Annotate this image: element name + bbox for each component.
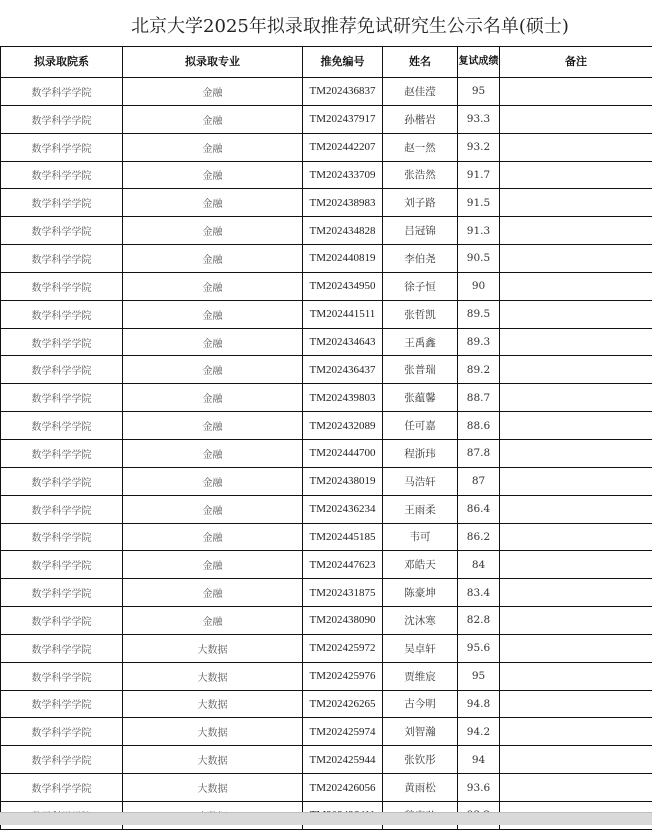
- cell-name: 陈豪坤: [383, 579, 458, 607]
- cell-note: [500, 439, 652, 467]
- cell-dept: 数学科学学院: [1, 105, 123, 133]
- cell-major: 大数据: [123, 662, 303, 690]
- cell-major: 金融: [123, 133, 303, 161]
- cell-id: TM202439803: [303, 384, 383, 412]
- cell-dept: 数学科学学院: [1, 439, 123, 467]
- cell-dept: 数学科学学院: [1, 189, 123, 217]
- cell-id: TM202425976: [303, 662, 383, 690]
- table-row: [1, 774, 652, 802]
- cell-dept: 数学科学学院: [1, 662, 123, 690]
- table-row: [1, 718, 652, 746]
- table-row: [1, 272, 652, 300]
- cell-major: 金融: [123, 272, 303, 300]
- cell-major: 金融: [123, 217, 303, 245]
- cell-score: 91.7: [458, 161, 500, 189]
- cell-name: 古今明: [383, 690, 458, 718]
- cell-score: 87.8: [458, 439, 500, 467]
- cell-name: 黄雨松: [383, 774, 458, 802]
- cell-id: TM202438983: [303, 189, 383, 217]
- cell-score: 93.2: [458, 133, 500, 161]
- cell-dept: 数学科学学院: [1, 607, 123, 635]
- cell-score: 95: [458, 662, 500, 690]
- cell-score: 91.3: [458, 217, 500, 245]
- cell-note: [500, 245, 652, 273]
- cell-score: 86.4: [458, 495, 500, 523]
- table-body: [1, 78, 652, 830]
- window-bottom-edge: [0, 812, 652, 825]
- cell-name: 刘子路: [383, 189, 458, 217]
- cell-name: 沈沐寒: [383, 607, 458, 635]
- cell-dept: 数学科学学院: [1, 467, 123, 495]
- cell-score: 90.5: [458, 245, 500, 273]
- cell-name: 贾维宸: [383, 662, 458, 690]
- cell-score: 94.2: [458, 718, 500, 746]
- cell-note: [500, 328, 652, 356]
- cell-score: 93.3: [458, 105, 500, 133]
- table-row: [1, 105, 652, 133]
- cell-note: [500, 718, 652, 746]
- table-row: [1, 161, 652, 189]
- cell-score: 91.5: [458, 189, 500, 217]
- cell-name: 张哲凯: [383, 300, 458, 328]
- table-row: [1, 746, 652, 774]
- cell-name: 马浩轩: [383, 467, 458, 495]
- cell-dept: 数学科学学院: [1, 328, 123, 356]
- cell-dept: 数学科学学院: [1, 356, 123, 384]
- cell-note: [500, 607, 652, 635]
- cell-id: TM202431875: [303, 579, 383, 607]
- header-note: 备注: [500, 47, 652, 78]
- cell-name: 王禹鑫: [383, 328, 458, 356]
- cell-score: 83.4: [458, 579, 500, 607]
- cell-dept: 数学科学学院: [1, 272, 123, 300]
- cell-dept: 数学科学学院: [1, 78, 123, 106]
- cell-note: [500, 495, 652, 523]
- table-row: [1, 579, 652, 607]
- cell-major: 大数据: [123, 634, 303, 662]
- cell-note: [500, 774, 652, 802]
- cell-id: TM202440819: [303, 245, 383, 273]
- cell-score: 93.6: [458, 774, 500, 802]
- header-major: 拟录取专业: [123, 47, 303, 78]
- cell-major: 金融: [123, 189, 303, 217]
- cell-dept: 数学科学学院: [1, 746, 123, 774]
- cell-name: 张普瑞: [383, 356, 458, 384]
- cell-score: 95.6: [458, 634, 500, 662]
- cell-major: 金融: [123, 328, 303, 356]
- cell-score: 94: [458, 746, 500, 774]
- table-row: [1, 300, 652, 328]
- cell-note: [500, 579, 652, 607]
- table-row: [1, 245, 652, 273]
- cell-major: 金融: [123, 607, 303, 635]
- cell-dept: 数学科学学院: [1, 161, 123, 189]
- cell-major: 金融: [123, 495, 303, 523]
- cell-id: TM202434828: [303, 217, 383, 245]
- cell-note: [500, 690, 652, 718]
- cell-note: [500, 189, 652, 217]
- cell-dept: 数学科学学院: [1, 634, 123, 662]
- cell-major: 金融: [123, 467, 303, 495]
- table-row: [1, 690, 652, 718]
- cell-note: [500, 161, 652, 189]
- cell-name: 刘智瀚: [383, 718, 458, 746]
- cell-major: 金融: [123, 439, 303, 467]
- cell-score: 87: [458, 467, 500, 495]
- cell-id: TM202441511: [303, 300, 383, 328]
- cell-major: 金融: [123, 245, 303, 273]
- cell-id: TM202442207: [303, 133, 383, 161]
- cell-note: [500, 551, 652, 579]
- cell-id: TM202447623: [303, 551, 383, 579]
- cell-id: TM202444700: [303, 439, 383, 467]
- table-row: [1, 523, 652, 551]
- cell-dept: 数学科学学院: [1, 579, 123, 607]
- cell-major: 金融: [123, 356, 303, 384]
- table-row: [1, 439, 652, 467]
- cell-dept: 数学科学学院: [1, 774, 123, 802]
- cell-id: TM202436837: [303, 78, 383, 106]
- cell-note: [500, 746, 652, 774]
- cell-major: 金融: [123, 105, 303, 133]
- cell-id: TM202445185: [303, 523, 383, 551]
- table-row: [1, 662, 652, 690]
- table-row: [1, 133, 652, 161]
- cell-note: [500, 133, 652, 161]
- cell-score: 95: [458, 78, 500, 106]
- cell-id: TM202438090: [303, 607, 383, 635]
- cell-name: 邓皓天: [383, 551, 458, 579]
- table-row: [1, 217, 652, 245]
- cell-id: TM202438019: [303, 467, 383, 495]
- cell-id: TM202425974: [303, 718, 383, 746]
- cell-id: TM202434643: [303, 328, 383, 356]
- cell-name: 孙楷岩: [383, 105, 458, 133]
- cell-dept: 数学科学学院: [1, 245, 123, 273]
- cell-score: 88.6: [458, 412, 500, 440]
- cell-note: [500, 634, 652, 662]
- cell-id: TM202433709: [303, 161, 383, 189]
- cell-name: 程浙玮: [383, 439, 458, 467]
- cell-note: [500, 412, 652, 440]
- cell-name: 张钦彤: [383, 746, 458, 774]
- cell-score: 89.2: [458, 356, 500, 384]
- cell-name: 赵佳滢: [383, 78, 458, 106]
- cell-major: 金融: [123, 161, 303, 189]
- cell-score: 90: [458, 272, 500, 300]
- table-row: [1, 551, 652, 579]
- cell-id: TM202434950: [303, 272, 383, 300]
- table-row: [1, 78, 652, 106]
- cell-name: 吕冠锦: [383, 217, 458, 245]
- header-dept: 拟录取院系: [1, 47, 123, 78]
- cell-id: TM202426265: [303, 690, 383, 718]
- header-name: 姓名: [383, 47, 458, 78]
- cell-id: TM202426056: [303, 774, 383, 802]
- cell-name: 徐子恒: [383, 272, 458, 300]
- cell-score: 94.8: [458, 690, 500, 718]
- table-row: [1, 634, 652, 662]
- cell-name: 吴卓轩: [383, 634, 458, 662]
- cell-score: 89.3: [458, 328, 500, 356]
- document-title: 北京大学2025年拟录取推荐免试研究生公示名单(硕士): [0, 14, 652, 40]
- cell-dept: 数学科学学院: [1, 300, 123, 328]
- cell-score: 84: [458, 551, 500, 579]
- cell-name: 韦可: [383, 523, 458, 551]
- cell-major: 金融: [123, 384, 303, 412]
- cell-note: [500, 467, 652, 495]
- table-row: [1, 412, 652, 440]
- cell-name: 张浩然: [383, 161, 458, 189]
- cell-score: 86.2: [458, 523, 500, 551]
- cell-name: 李伯尧: [383, 245, 458, 273]
- cell-dept: 数学科学学院: [1, 523, 123, 551]
- cell-dept: 数学科学学院: [1, 690, 123, 718]
- cell-major: 大数据: [123, 746, 303, 774]
- cell-id: TM202437917: [303, 105, 383, 133]
- cell-score: 89.5: [458, 300, 500, 328]
- cell-major: 大数据: [123, 774, 303, 802]
- cell-major: 金融: [123, 551, 303, 579]
- cell-dept: 数学科学学院: [1, 133, 123, 161]
- cell-major: 金融: [123, 300, 303, 328]
- cell-id: TM202436437: [303, 356, 383, 384]
- table-row: [1, 328, 652, 356]
- cell-id: TM202425972: [303, 634, 383, 662]
- cell-dept: 数学科学学院: [1, 495, 123, 523]
- cell-major: 大数据: [123, 718, 303, 746]
- cell-note: [500, 384, 652, 412]
- cell-major: 金融: [123, 412, 303, 440]
- cell-id: TM202432089: [303, 412, 383, 440]
- cell-note: [500, 523, 652, 551]
- cell-major: 金融: [123, 523, 303, 551]
- table-row: [1, 467, 652, 495]
- cell-score: 82.8: [458, 607, 500, 635]
- cell-name: 张蕴馨: [383, 384, 458, 412]
- cell-name: 任可嘉: [383, 412, 458, 440]
- cell-major: 金融: [123, 78, 303, 106]
- admission-table: [0, 46, 652, 830]
- cell-name: 赵一然: [383, 133, 458, 161]
- header-id: 推免编号: [303, 47, 383, 78]
- cell-note: [500, 300, 652, 328]
- table-row: [1, 495, 652, 523]
- cell-major: 大数据: [123, 690, 303, 718]
- admission-table-container: [0, 46, 652, 830]
- cell-dept: 数学科学学院: [1, 217, 123, 245]
- cell-id: TM202436234: [303, 495, 383, 523]
- table-row: [1, 607, 652, 635]
- cell-note: [500, 356, 652, 384]
- cell-score: 88.7: [458, 384, 500, 412]
- cell-dept: 数学科学学院: [1, 718, 123, 746]
- cell-dept: 数学科学学院: [1, 384, 123, 412]
- table-row: [1, 189, 652, 217]
- cell-note: [500, 662, 652, 690]
- table-row: [1, 384, 652, 412]
- cell-dept: 数学科学学院: [1, 412, 123, 440]
- cell-dept: 数学科学学院: [1, 551, 123, 579]
- table-row: [1, 356, 652, 384]
- cell-note: [500, 105, 652, 133]
- cell-note: [500, 272, 652, 300]
- table-header-row: [1, 47, 652, 78]
- header-score: 复试成绩: [458, 47, 500, 78]
- cell-note: [500, 217, 652, 245]
- cell-major: 金融: [123, 579, 303, 607]
- cell-id: TM202425944: [303, 746, 383, 774]
- cell-note: [500, 78, 652, 106]
- cell-name: 王雨柔: [383, 495, 458, 523]
